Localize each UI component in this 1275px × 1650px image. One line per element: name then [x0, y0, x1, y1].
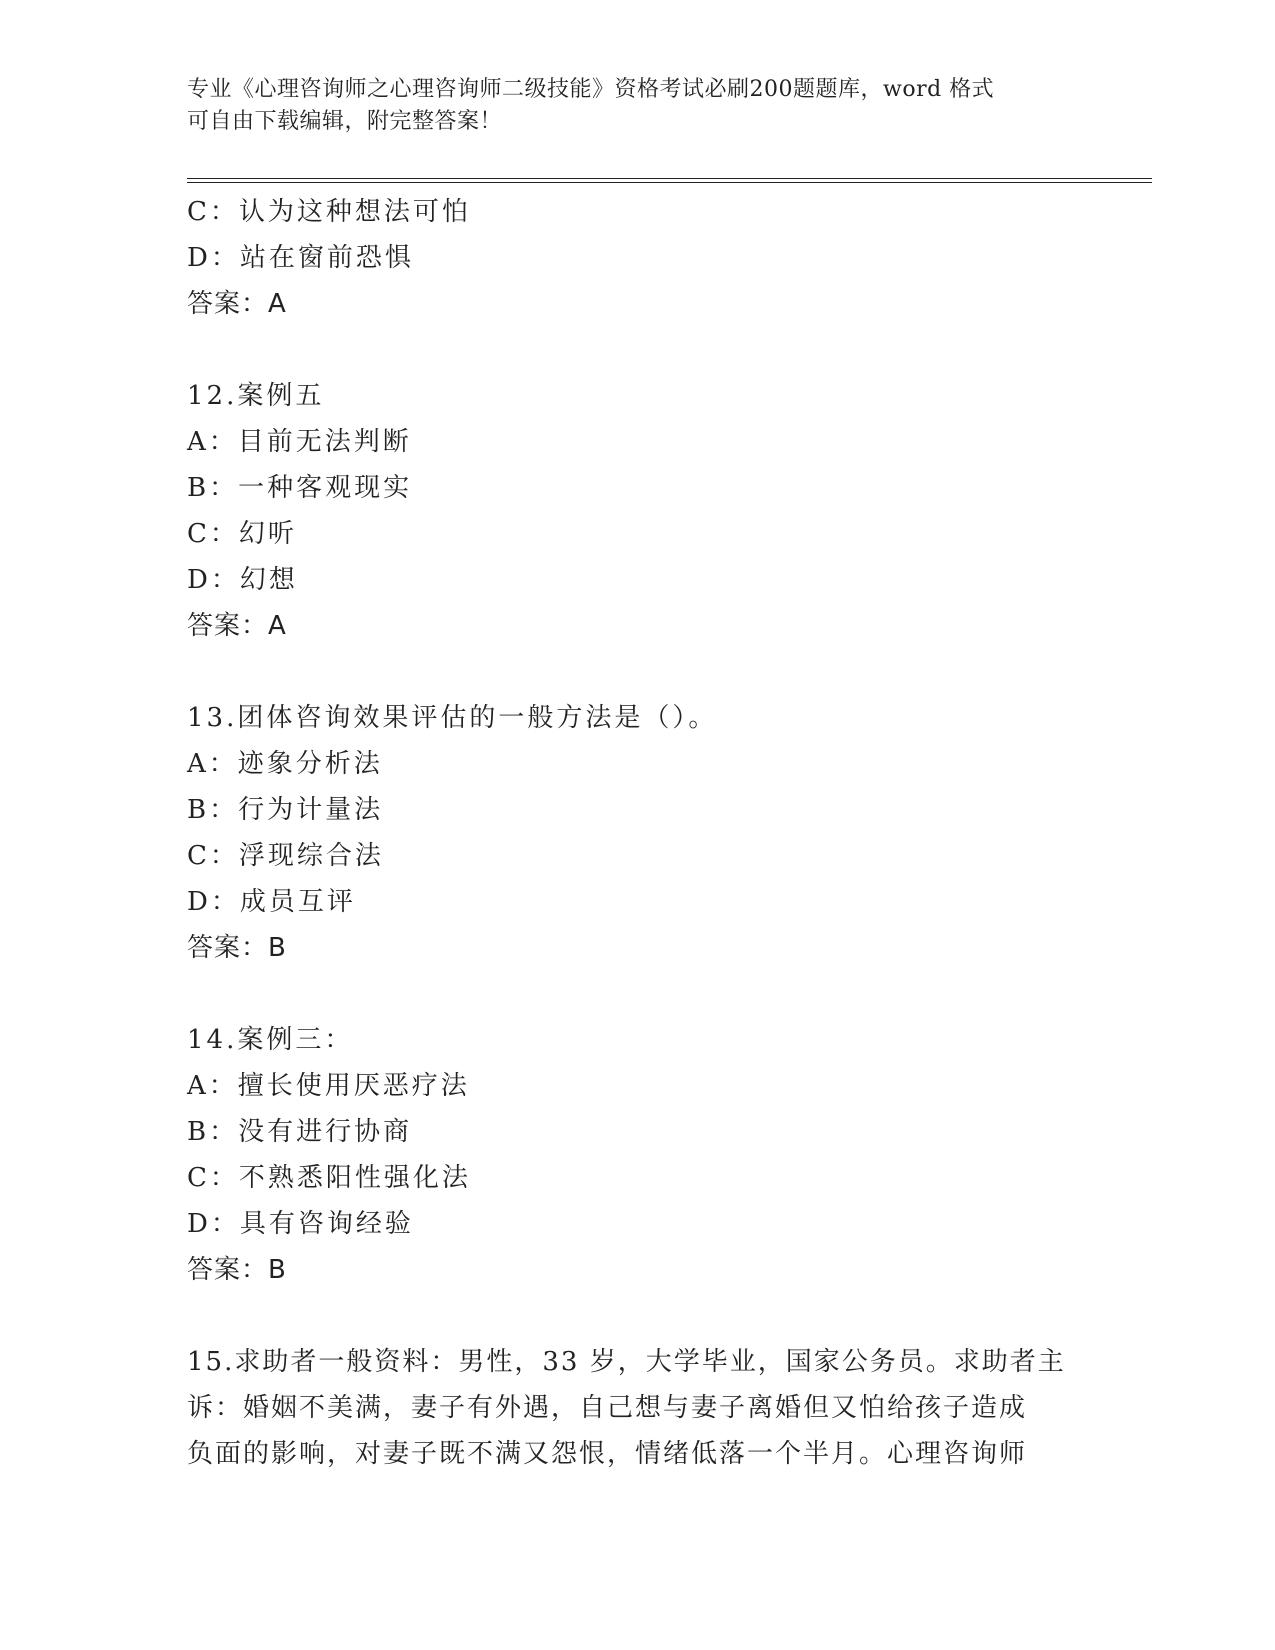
question-block-13: [187, 695, 1087, 971]
option-d: D：站在窗前恐惧: [187, 243, 414, 273]
question-stem-line: 负面的影响，对妻子既不满又怨恨，情绪低落一个半月。心理咨询师: [187, 1439, 1028, 1469]
question-stem: 14.案例三：: [187, 1025, 354, 1055]
option-a: A：目前无法判断: [187, 427, 412, 457]
question-stem: 12.案例五: [187, 381, 325, 411]
answer-line: 答案：B: [187, 933, 287, 963]
option-b: B：行为计量法: [187, 795, 384, 825]
question-block-15: [187, 1339, 1087, 1477]
option-c: C：认为这种想法可怕: [187, 197, 471, 227]
question-block-prev: [187, 189, 1087, 327]
option-d: D：具有咨询经验: [187, 1209, 414, 1239]
option-c: C：幻听: [187, 519, 297, 549]
option-a: A：迹象分析法: [187, 749, 383, 779]
option-b: B：一种客观现实: [187, 473, 413, 503]
question-stem-line: 15.求助者一般资料：男性，33 岁，大学毕业，国家公务员。求助者主: [187, 1347, 1066, 1377]
document-body: [187, 189, 1087, 1477]
option-c: C：不熟悉阳性强化法: [187, 1163, 471, 1193]
header-line-2: 可自由下载编辑，附完整答案！: [187, 109, 503, 134]
answer-line: 答案：B: [187, 1255, 287, 1285]
header-line-1: 专业《心理咨询师之心理咨询师二级技能》资格考试必刷200题题库，word 格式: [187, 77, 995, 102]
question-block-14: [187, 1017, 1087, 1293]
option-c: C：浮现综合法: [187, 841, 384, 871]
answer-line: 答案：A: [187, 611, 287, 641]
option-a: A：擅长使用厌恶疗法: [187, 1071, 470, 1101]
option-d: D：成员互评: [187, 887, 356, 917]
answer-line: 答案：A: [187, 289, 287, 319]
option-b: B：没有进行协商: [187, 1117, 413, 1147]
question-stem: 13.团体咨询效果评估的一般方法是（）。: [187, 703, 718, 733]
option-d: D：幻想: [187, 565, 298, 595]
question-block-12: [187, 373, 1087, 649]
question-stem-line: 诉：婚姻不美满，妻子有外遇，自己想与妻子离婚但又怕给孩子造成: [187, 1393, 1028, 1423]
page-header: [187, 74, 1087, 138]
header-rule-top: [187, 178, 1152, 179]
header-rule-bottom: [187, 182, 1152, 183]
